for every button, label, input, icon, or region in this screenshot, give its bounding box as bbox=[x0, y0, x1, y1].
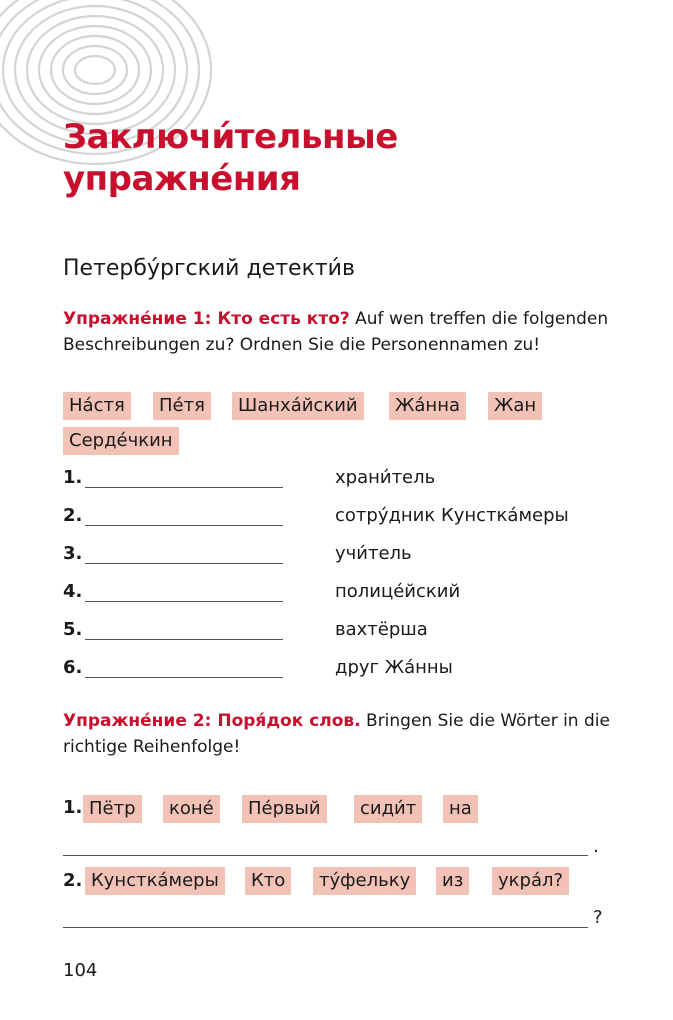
item-number: 3. bbox=[63, 543, 83, 564]
item-description: полице́йский bbox=[335, 581, 461, 602]
item-description: друг Жа́нны bbox=[335, 657, 453, 678]
word-chip: Кто bbox=[245, 867, 291, 895]
end-punctuation: . bbox=[593, 836, 599, 857]
answer-blank[interactable] bbox=[85, 601, 283, 602]
exercise-2-prompt bbox=[63, 708, 623, 760]
word-chip: сиди́т bbox=[354, 795, 422, 823]
name-chip: Шанха́йский bbox=[232, 392, 364, 420]
word-chip: Пе́рвый bbox=[242, 795, 327, 823]
sentence-number: 2. bbox=[63, 870, 83, 891]
word-chip: Кунстка́меры bbox=[85, 867, 225, 895]
page-number: 104 bbox=[63, 960, 98, 981]
answer-blank[interactable] bbox=[85, 563, 283, 564]
item-number: 4. bbox=[63, 581, 83, 602]
sentence-number: 1. bbox=[63, 797, 83, 818]
name-chip: Жа́нна bbox=[389, 392, 466, 420]
item-number: 5. bbox=[63, 619, 83, 640]
exercise-2-label: Упражне́ние 2: Поря́док слов. bbox=[63, 711, 361, 731]
word-chip: из bbox=[436, 867, 469, 895]
page-title bbox=[63, 116, 398, 200]
word-chip: Пётр bbox=[83, 795, 142, 823]
item-description: вахтёрша bbox=[335, 619, 428, 640]
title-line-1: Заключи́тельные bbox=[63, 117, 398, 157]
answer-blank[interactable] bbox=[85, 525, 283, 526]
title-line-2: упражне́ния bbox=[63, 159, 301, 199]
answer-line[interactable] bbox=[63, 855, 588, 856]
exercise-1-instruction: Auf wen treffen die folgenden Beschreibungen zu? Ordnen Sie die Personennamen zu! bbox=[63, 309, 609, 355]
answer-blank[interactable] bbox=[85, 487, 283, 488]
name-chip: Серде́чкин bbox=[63, 427, 179, 455]
exercise-2-instruction: Bringen Sie die Wörter in die richtige Reihenfolge! bbox=[63, 711, 610, 757]
word-chip: укра́л? bbox=[492, 867, 569, 895]
word-chip: коне́ bbox=[163, 795, 220, 823]
exercise-1-prompt bbox=[63, 306, 623, 358]
item-description: сотру́дник Кунстка́меры bbox=[335, 505, 569, 526]
name-chip: Жан bbox=[488, 392, 542, 420]
answer-blank[interactable] bbox=[85, 677, 283, 678]
item-description: учи́тель bbox=[335, 543, 412, 564]
item-number: 1. bbox=[63, 467, 83, 488]
item-number: 6. bbox=[63, 657, 83, 678]
name-chip: На́стя bbox=[63, 392, 131, 420]
section-subtitle: Петербу́ргский детекти́в bbox=[63, 256, 355, 281]
item-number: 2. bbox=[63, 505, 83, 526]
name-chip: Пе́тя bbox=[153, 392, 211, 420]
answer-blank[interactable] bbox=[85, 639, 283, 640]
answer-line[interactable] bbox=[63, 927, 588, 928]
word-chip: на bbox=[443, 795, 478, 823]
item-description: храни́тель bbox=[335, 467, 436, 488]
end-punctuation: ? bbox=[593, 907, 603, 928]
word-chip: ту́фельку bbox=[313, 867, 416, 895]
exercise-1-label: Упражне́ние 1: Кто есть кто? bbox=[63, 309, 350, 329]
